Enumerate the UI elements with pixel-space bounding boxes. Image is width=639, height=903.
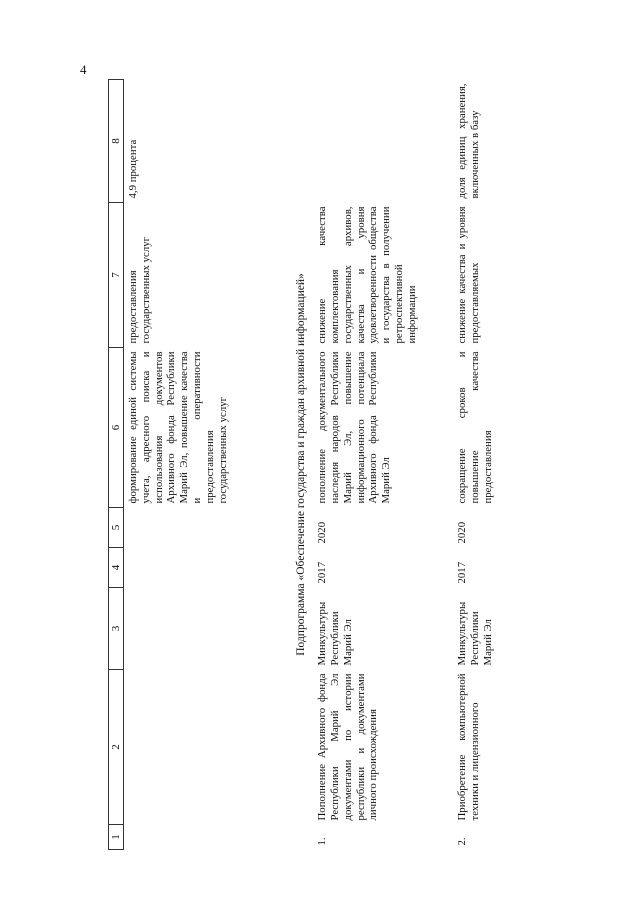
column-header: 6 (109, 348, 124, 508)
end-year: 2020 (456, 521, 469, 544)
subprogram-row (282, 80, 314, 850)
executor: Минкультуры Республики Марий Эл (316, 601, 354, 666)
page-number: 4 (80, 62, 87, 77)
continued-result-cell: формирование единой системы учета, адресного поиска и использования документов Архивного фонда Республики Марий Эл, повышение качества и оперативности предоставления государственных услуг (127, 351, 229, 504)
events-table (108, 79, 513, 850)
consequences: снижение качества комплектования государственных архивов, качества и уровня удовлетворенности общества и государства в получении ретроспективной информации (316, 206, 418, 344)
executor: Минкультуры Республики Марий Эл (456, 601, 494, 666)
expected-result: пополнение документального наследия народов Республики Марий Эл, повышение информационного потенциала Архивного фонда Республики Марий Эл (316, 351, 393, 504)
column-header: 7 (109, 203, 124, 348)
table-row (313, 80, 453, 850)
start-year: 2017 (456, 561, 469, 584)
continued-consequence-cell: предоставления государственных услуг (127, 236, 152, 344)
row-number: 1. (316, 837, 329, 846)
column-header: 2 (109, 670, 124, 825)
event-name: Приобретение компьютерной техники и лицензионного (456, 673, 482, 821)
indicator (313, 80, 453, 203)
column-header: 3 (109, 588, 124, 670)
column-header: 8 (109, 80, 124, 203)
table-row (453, 80, 513, 850)
subprogram-title: Подпрограмма «Обеспечение государства и граждан архивной информацией» (294, 273, 307, 656)
continued-indicator-cell: 4,9 процента (127, 139, 139, 199)
column-header: 1 (109, 825, 124, 850)
end-year: 2020 (316, 521, 329, 544)
start-year: 2017 (316, 561, 329, 584)
row-number: 2. (456, 837, 469, 846)
continued-row (124, 80, 282, 850)
column-number-row (109, 80, 124, 850)
rotated-table-sheet (108, 80, 568, 850)
expected-result: сокращение сроков и повышение качества предоставления (456, 351, 494, 504)
event-name: Пополнение Архивного фонда Республики Марий Эл документами по истории республики и документами личного происхождения (316, 673, 380, 821)
consequences: снижение качества и уровня предоставляемых (456, 206, 482, 344)
column-header: 4 (109, 548, 124, 588)
indicator: доля единиц хранения, включенных в базу (456, 83, 482, 199)
column-header: 5 (109, 508, 124, 548)
